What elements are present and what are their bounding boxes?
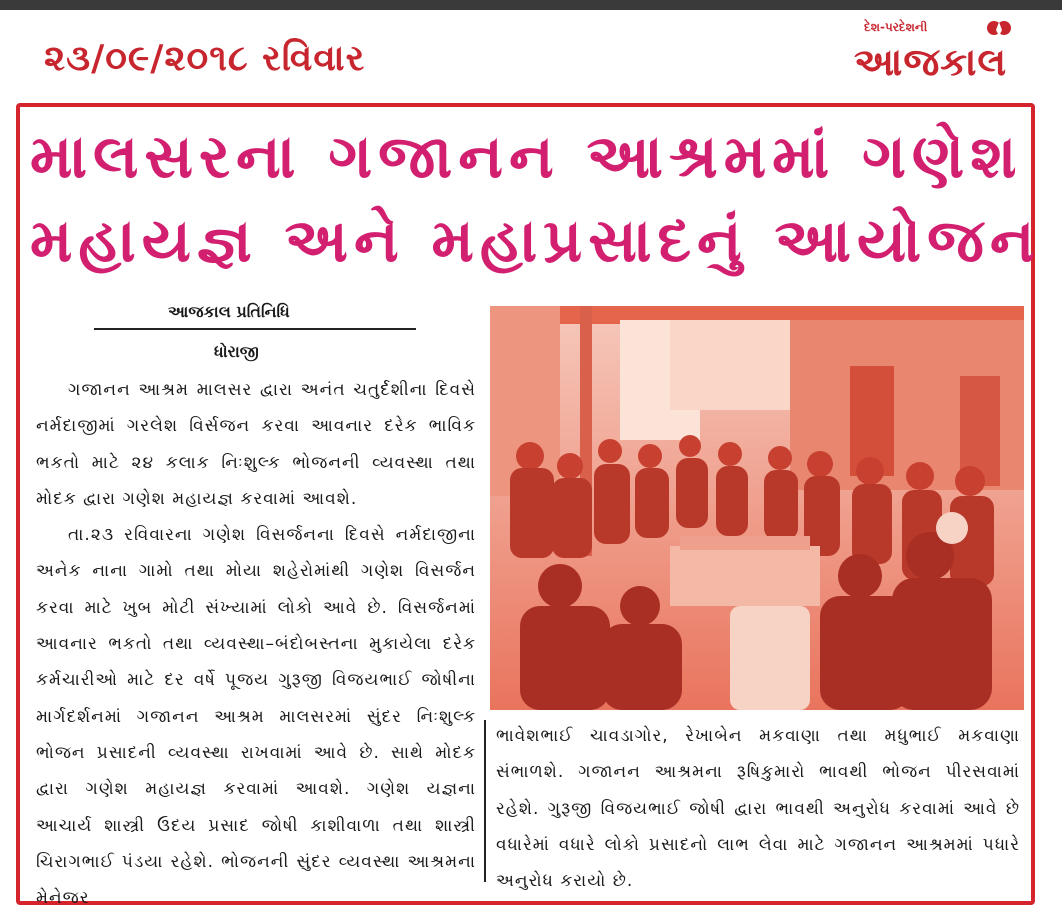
crowd-photo-illustration — [490, 306, 1024, 710]
column-divider — [484, 720, 486, 882]
logo-name: આજકાલ — [854, 40, 1008, 84]
article-paragraph: ગજાનન આશ્રમ માલસર દ્વારા અનંત ચતુર્દશીના દિવસે નર્મદાજીમાં ગરલેશ વિર્સજન કરવા આવનાર દરેક ભાવિક ભકતો માટે ૨૪ કલાક નિઃશુલ્ક ભોજનની વ્યવસ્થા તથા મોદક દ્વારા ગણેશ મહાયજ્ઞ કરવામાં આવશે. — [36, 380, 476, 509]
byline: આજકાલ પ્રતિનિધિ — [168, 302, 290, 321]
top-bar — [0, 0, 1062, 10]
article-paragraph: તા.૨૩ રવિવારના ગણેશ વિસર્જનના દિવસે નર્મદાજીના અનેક નાના ગામો તથા મોયા શહેરોમાંથી ગણેશ વિસર્જન કરવા માટે ખુબ મોટી સંખ્યામાં લોકો આવે છે. વિસર્જનમાં આવનાર ભકતો તથા વ્યવસ્થા–બંદોબસ્તના મુકાયેલા દરેક કર્મચારીઓ માટે દર વર્ષે પૂજય ગુરૂજી વિજયભાઈ જોષીના માર્ગદર્શનમાં ગજાનન આશ્રમ માલસરમાં સુંદર નિઃશુલ્ક ભોજન પ્રસાદની વ્યવસ્થા રાખવામાં આવે છે. સાથે મોદક દ્વારા ગણેશ મહાયજ્ઞ કરવામાં આવશે. ગણેશ યજ્ઞના આચાર્ય શાસ્ત્રી ઉદય પ્રસાદ જોષી કાશીવાળા તથા શાસ્ત્રી ચિરાગભાઈ પંડયા રહેશે. ભોજનની સુંદર વ્યવસ્થા આશ્રમના મેનેજર — [36, 525, 476, 909]
newspaper-logo — [852, 18, 1034, 86]
pen-nib-icon — [986, 18, 1012, 38]
dateline: ધોરાજી — [214, 342, 259, 361]
logo-tagline: દેશ-પરદેશની — [864, 20, 928, 34]
article-paragraph: ભાવેશભાઈ ચાવડાગોર, રેખાબેન મકવાણા તથા મધુભાઈ મકવાણા સંભાળશે. ગજાનન આશ્રમના રૂષિકુમારો ભાવથી ભોજન પીરસવામાં રહેશે. ગુરૂજી વિજયભાઈ જોષી દ્વારા ભાવથી અનુરોધ કરવામાં આવે છે વધારેમાં વધારે લોકો પ્રસાદનો લાભ લેવા માટે ગજાનન આશ્રમમાં પધારે અનુરોધ કરાયો છે. — [496, 726, 1020, 892]
event-photo — [490, 306, 1024, 710]
article-column-left — [36, 372, 476, 916]
byline-rule — [94, 328, 416, 330]
headline-line-2: મહાયજ્ઞ અને મહાપ્રસાદનું આયોજન — [30, 206, 1041, 276]
issue-date: ૨૩/૦૯/૨૦૧૮ રવિવાર — [44, 38, 366, 79]
article-column-right — [496, 718, 1020, 899]
headline-line-1: માલસરના ગજાનન આશ્રમમાં ગણેશ — [30, 122, 1023, 192]
